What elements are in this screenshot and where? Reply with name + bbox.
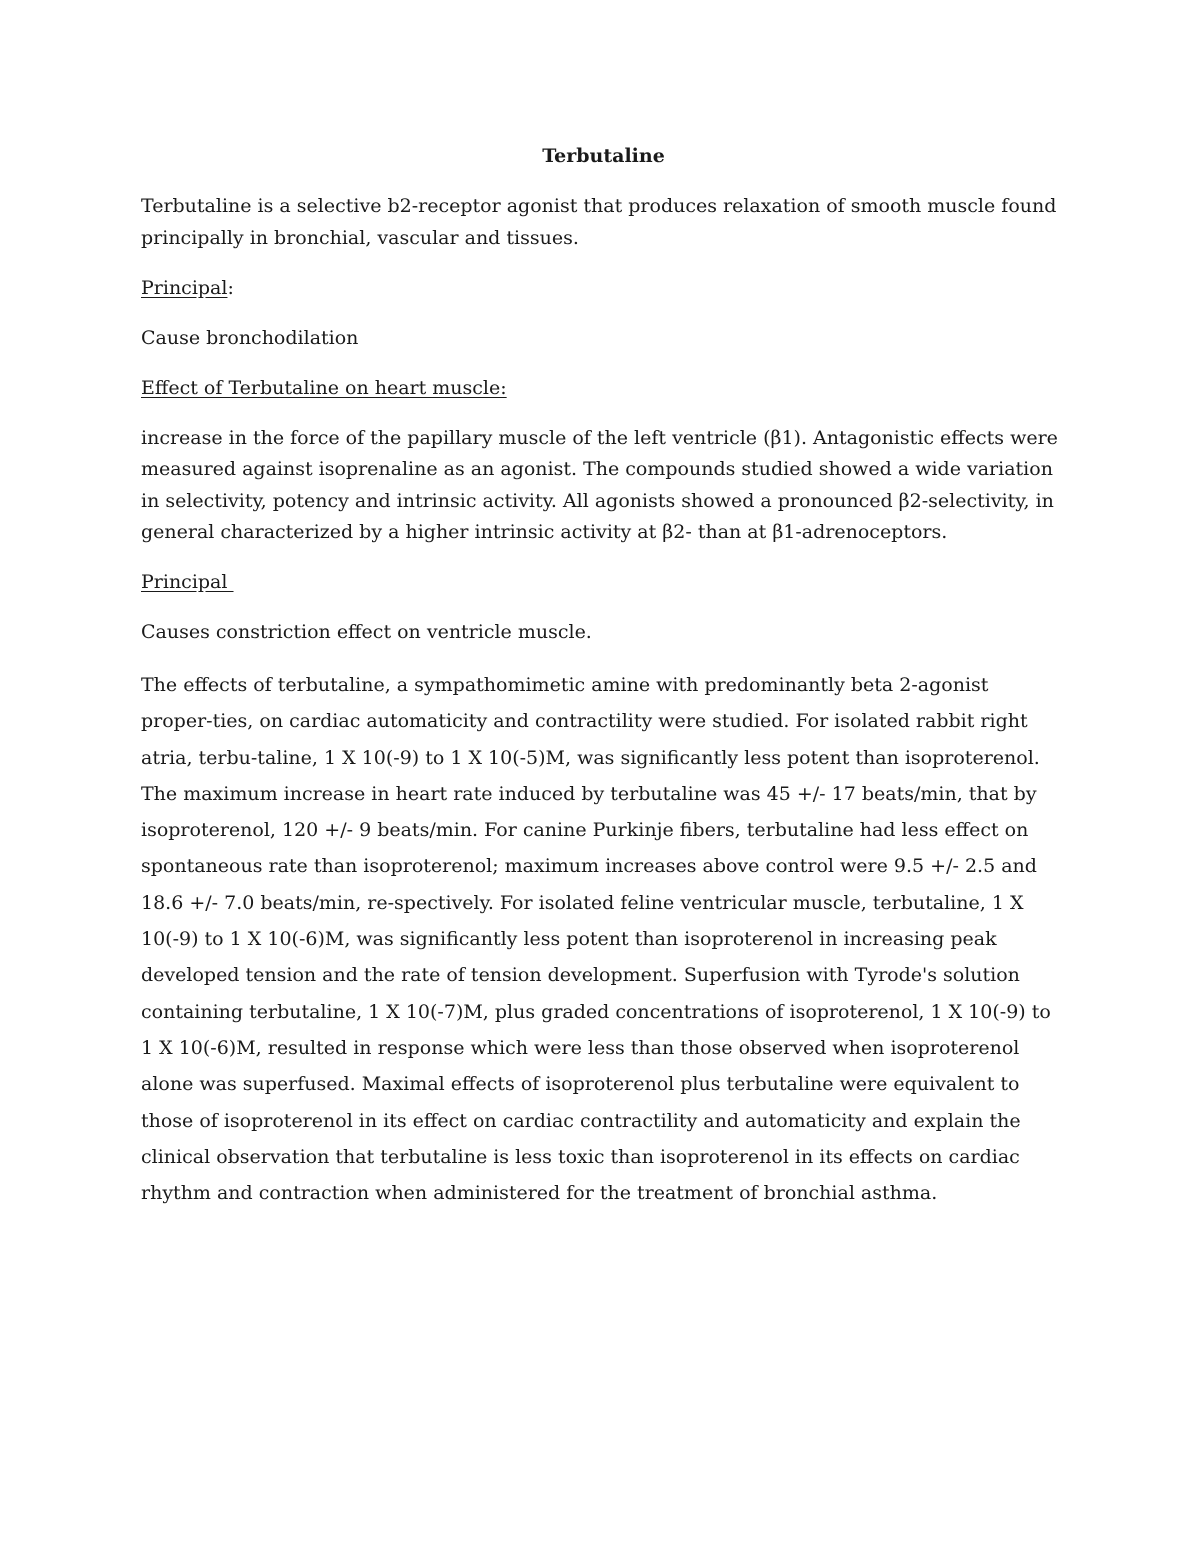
document-page <box>141 140 1066 1211</box>
heading-effect-label: Effect of Terbutaline on heart muscle: <box>141 376 507 399</box>
effect-paragraph: increase in the force of the papillary muscle of the left ventricle (β1). Antagonistic effects were measured against isoprenaline as an agonist. The compounds studied showed a wide variation in selectivity, potency and intrinsic activity. All agonists showed a pronounced β2-selectivity, in general characterized by a higher intrinsic activity at β2- than at β1-adrenoceptors. <box>141 426 1058 543</box>
heading-effect <box>141 373 1066 405</box>
long-paragraph: The effects of terbutaline, a sympathomimetic amine with predominantly beta 2-agonist proper-ties, on cardiac automaticity and contractility were studied. For isolated rabbit right atria, terbu-taline, 1 X 10(-9) to 1 X 10(-5)M, was significantly less potent than isoproterenol. The maximum increase in heart rate induced by terbutaline was 45 +/- 17 beats/min, that by isoproterenol, 120 +/- 9 beats/min. For canine Purkinje fibers, terbutaline had less effect on spontaneous rate than isoproterenol; maximum increases above control were 9.5 +/- 2.5 and 18.6 +/- 7.0 beats/min, re-spectively. For isolated feline ventricular muscle, terbutaline, 1 X 10(-9) to 1 X 10(-6)M, was significantly less potent than isoproterenol in increasing peak developed tension and the rate of tension development. Superfusion with Tyrode's solution containing terbutaline, 1 X 10(-7)M, plus graded concentrations of isoproterenol, 1 X 10(-9) to 1 X 10(-6)M, resulted in response which were less than those observed when isoproterenol alone was superfused. Maximal effects of isoproterenol plus terbutaline were equivalent to those of isoproterenol in its effect on cardiac contractility and automaticity and explain the clinical observation that terbutaline is less toxic than isoproterenol in its effects on cardiac rhythm and contraction when administered for the treatment of bronchial asthma. <box>141 674 1051 1205</box>
document-title: Terbutaline <box>542 145 665 167</box>
heading-principal-2 <box>141 567 1066 599</box>
principal-2-text: Causes constriction effect on ventricle muscle. <box>141 621 592 643</box>
heading-principal-2-label: Principal <box>141 571 234 593</box>
intro-paragraph: Terbutaline is a selective b2-receptor agonist that produces relaxation of smooth muscle found principally in bronchial, vascular and tissues. <box>141 195 1057 249</box>
principal-1-text: Cause bronchodilation <box>141 326 359 349</box>
heading-principal-1-colon: : <box>227 276 234 299</box>
heading-principal-1-label: Principal <box>141 276 228 299</box>
heading-principal-1 <box>141 273 1066 305</box>
